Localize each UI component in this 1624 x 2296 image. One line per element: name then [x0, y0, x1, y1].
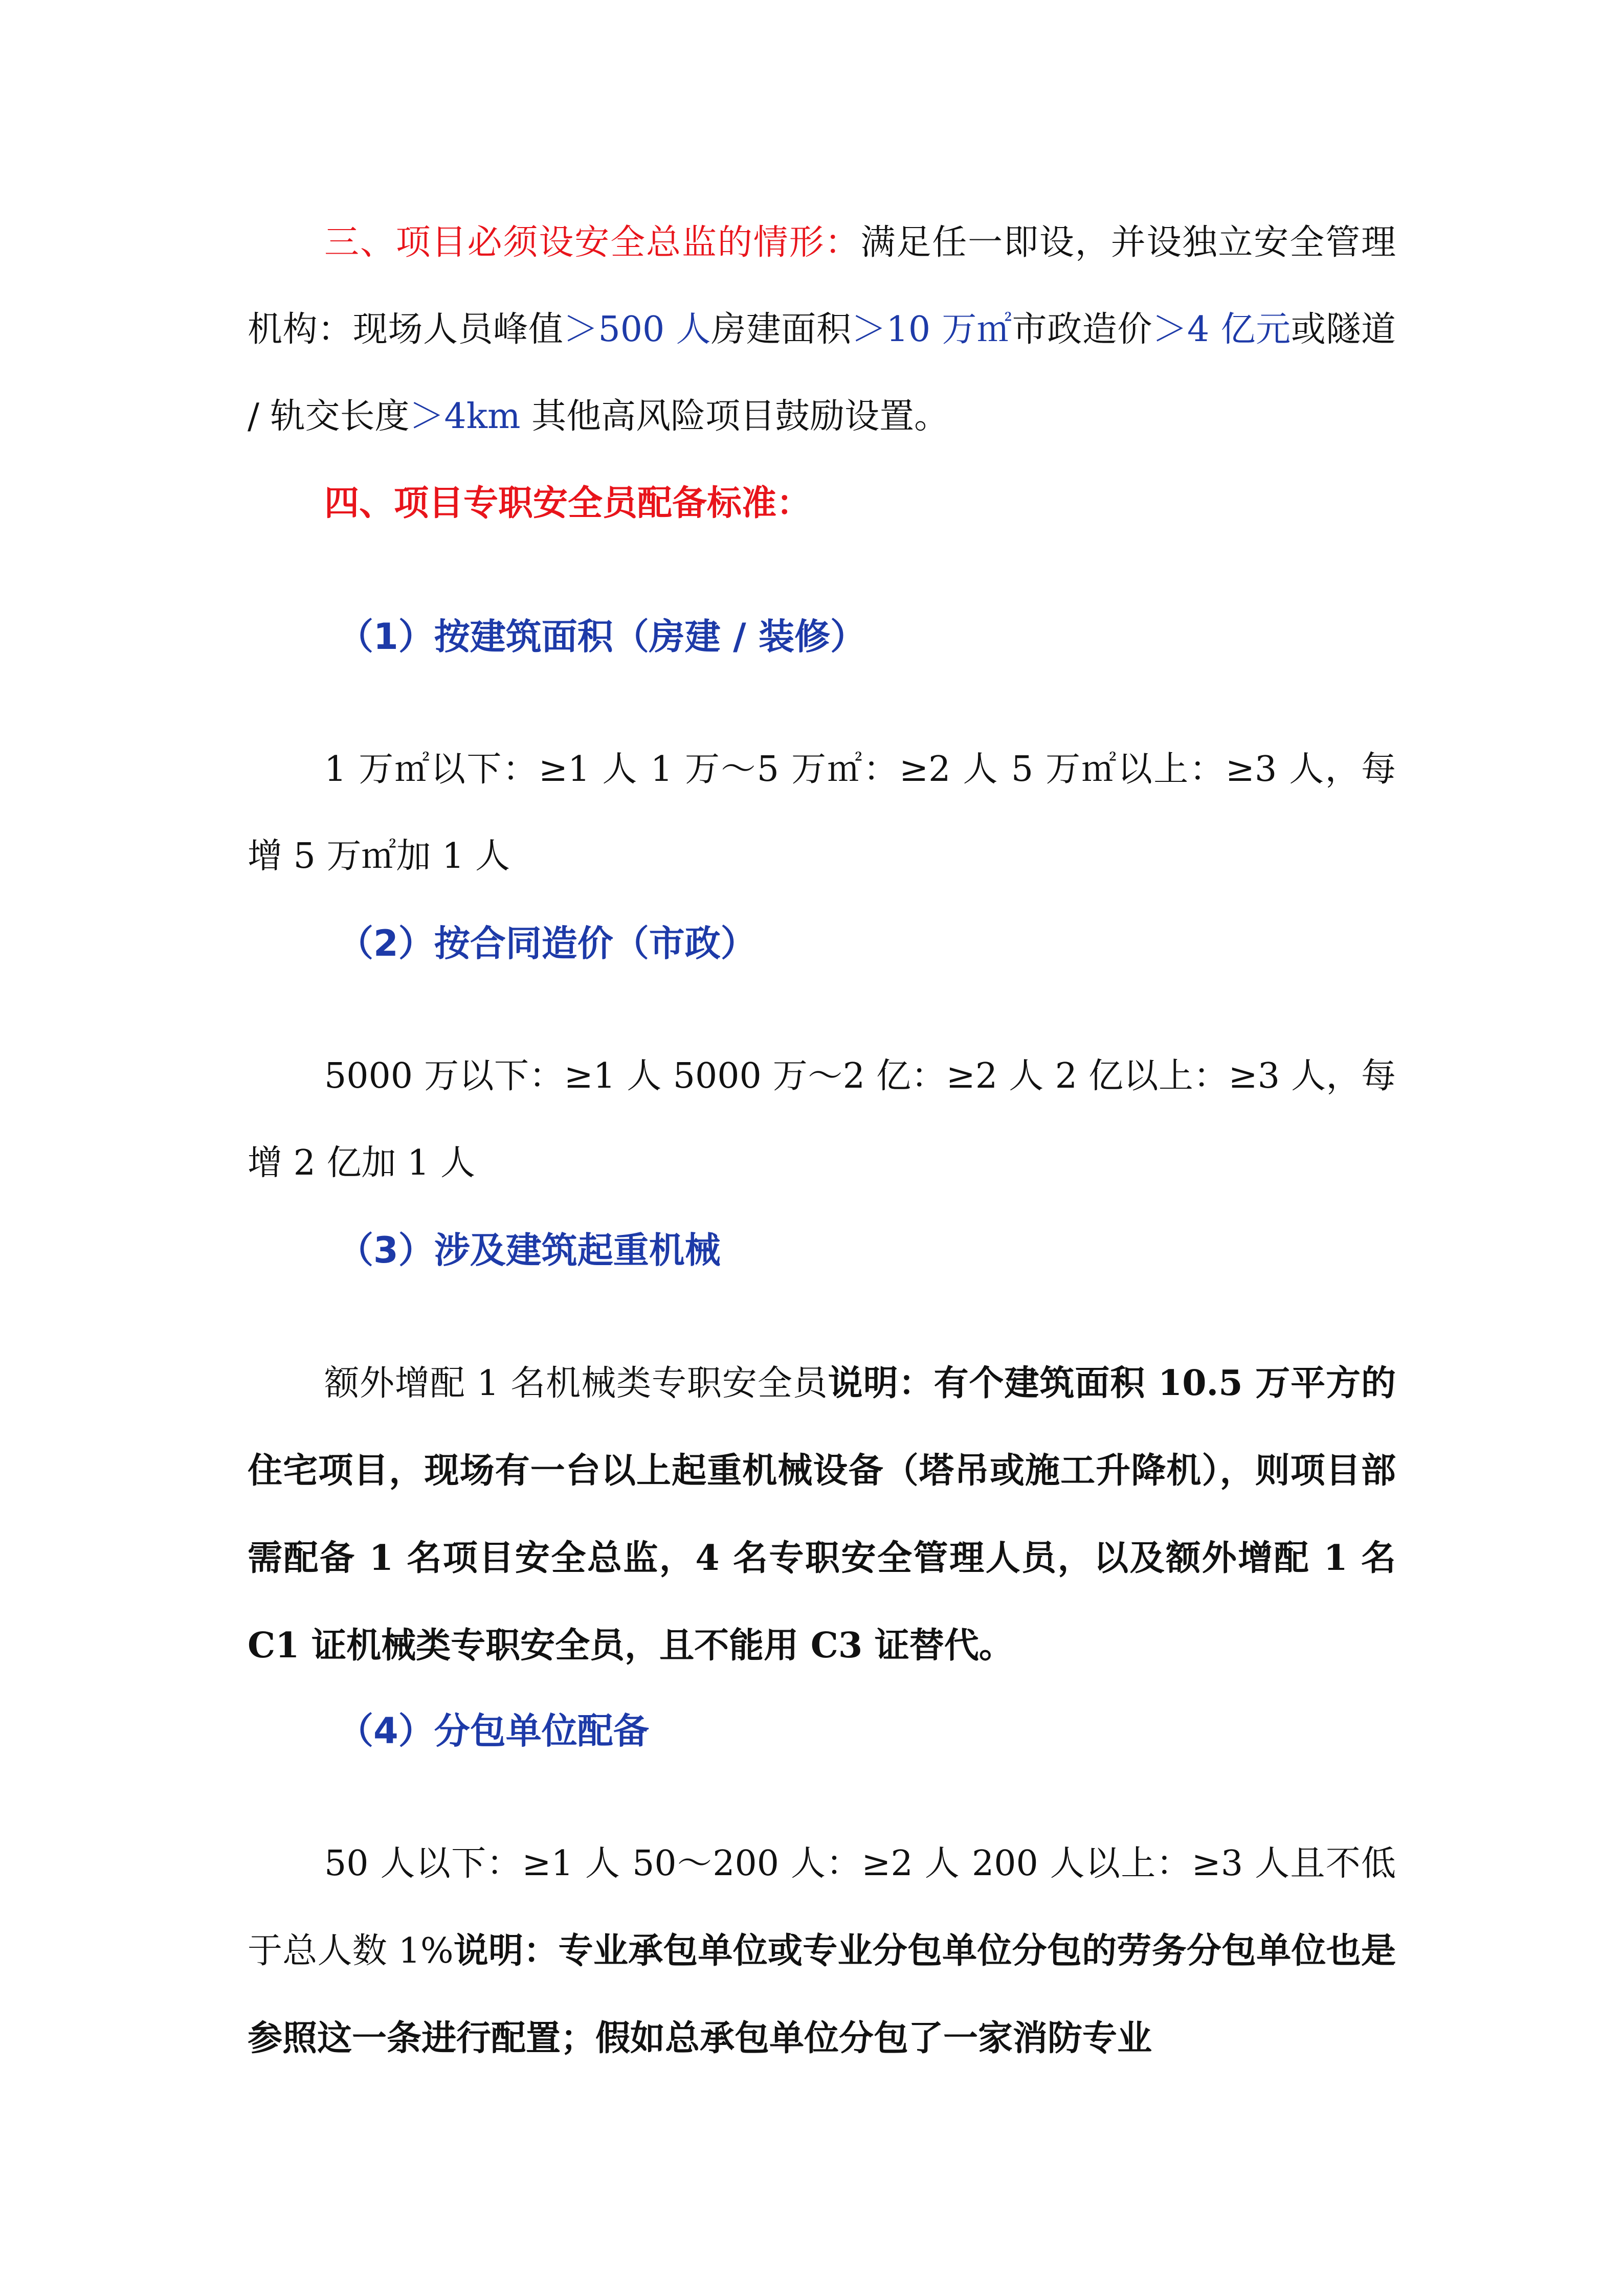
- section3-heading: 三、项目必须设安全总监的情形：: [324, 222, 861, 263]
- section3-text-3: 市政造价: [1012, 309, 1153, 350]
- section3-value-length: ＞4km: [409, 396, 521, 437]
- section4-heading: 四、项目专职安全员配备标准：: [324, 483, 812, 524]
- section3-text-2: 房建面积: [711, 309, 852, 350]
- sub4-note: 说明：专业承包单位或专业分包单位分包的劳务分包单位也是参照这一条进行配置；假如总承包单位分包了一家消防专业: [248, 1930, 1396, 2059]
- sub4-body: [248, 1820, 1396, 2082]
- sub3-heading: （3）涉及建筑起重机械: [338, 1229, 721, 1271]
- section3-value-cost: ＞4 亿元: [1152, 309, 1291, 350]
- sub2-heading: （2）按合同造价（市政）: [338, 922, 757, 964]
- sub4-body-plain: 50 人以下：≥1 人 50～200 人：≥2 人 200 人以上：≥3 人且不低于总人数 1%: [248, 1843, 1396, 1971]
- section3-value-people: ＞500 人: [563, 309, 711, 350]
- sub3-body-plain: 额外增配 1 名机械类专职安全员: [324, 1363, 828, 1404]
- sub2-body: 5000 万以下：≥1 人 5000 万～2 亿：≥2 人 2 亿以上：≥3 人，每增 2 亿加 1 人: [248, 1056, 1396, 1183]
- sub1-heading: （1）按建筑面积（房建 / 装修）: [338, 616, 866, 658]
- sub4-heading: （4）分包单位配备: [338, 1710, 649, 1752]
- section3-text-5: 其他高风险项目鼓励设置。: [520, 396, 949, 437]
- sub1-body: 1 万㎡以下：≥1 人 1 万～5 万㎡：≥2 人 5 万㎡以上：≥3 人，每增 5 万㎡加 1 人: [248, 749, 1396, 876]
- section3-value-area: ＞10 万㎡: [851, 309, 1012, 350]
- sub3-body: [248, 1340, 1396, 1690]
- sub3-note: 说明：有个建筑面积 10.5 万平方的住宅项目，现场有一台以上起重机械设备（塔吊或施工升降机），则项目部需配备 1 名项目安全总监，4 名专职安全管理人员，以及额外增配 1 名 C1 证机械类专职安全员，且不能用 C3 证替代。: [248, 1363, 1396, 1666]
- section3-text-4: 或隧道 / 轨交长度: [248, 309, 1396, 437]
- section3-text-1: 满足任一即设，并设独立安全管理机构：现场人员峰值: [248, 222, 1396, 350]
- section3-paragraph: [248, 199, 1396, 460]
